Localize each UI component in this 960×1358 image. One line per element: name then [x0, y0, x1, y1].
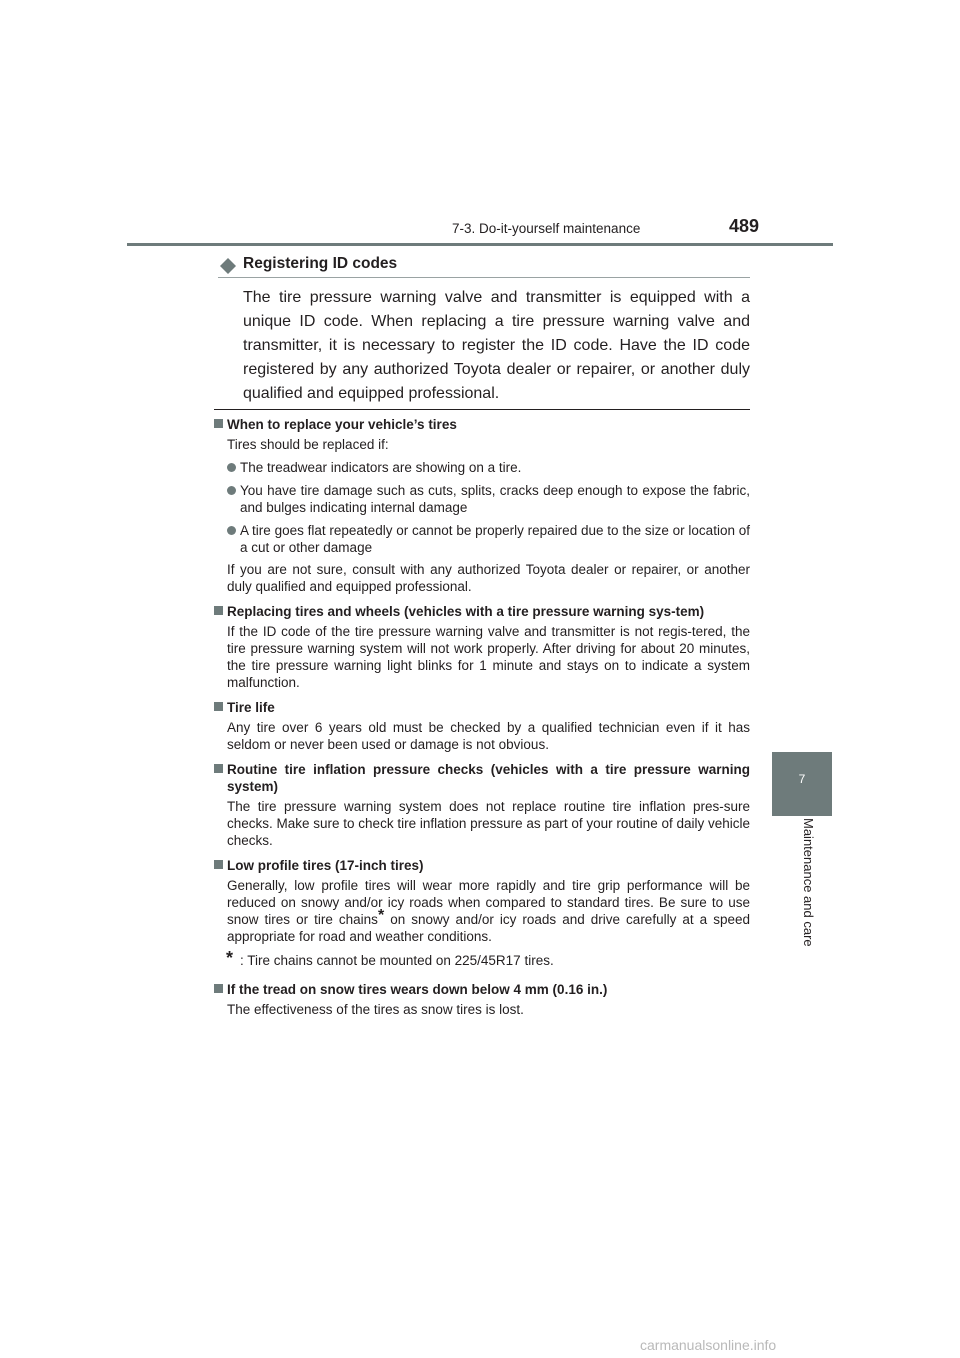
footnote: * : Tire chains cannot be mounted on 225/45R17 tires.	[226, 948, 554, 968]
footnote-mark: *	[226, 948, 234, 968]
circle-bullet-icon	[227, 526, 236, 535]
paragraph: Any tire over 6 years old must be checked by a qualified technician even if it has seldom or never been used or damage is not obvious.	[227, 720, 750, 752]
section-title: Tire life	[214, 699, 750, 716]
sub-section-rule	[218, 277, 750, 278]
section-title: Low profile tires (17-inch tires)	[214, 857, 750, 874]
watermark: carmanualsonline.info	[640, 1337, 777, 1353]
square-bullet-icon	[214, 764, 223, 773]
paragraph: Generally, low profile tires will wear more rapidly and tire grip performance will be reduced on snowy and/or icy roads when compared to standard tires. Be sure to use snow tires or tire chains* on snowy and/or icy roads and drive carefully at a speed appropriate for road and weather conditions.	[227, 878, 750, 944]
paragraph: Tires should be replaced if:	[227, 437, 389, 452]
header-section: 7-3. Do-it-yourself maintenance	[452, 221, 641, 236]
footnote-asterisk: *	[377, 907, 385, 924]
square-bullet-icon	[214, 419, 223, 428]
section-title: If the tread on snow tires wears down below 4 mm (0.16 in.)	[214, 981, 750, 998]
paragraph: The tire pressure warning system does not replace routine tire inflation pres-sure checks. Make sure to check tire inflation pressure as part of your routine of daily vehicle checks.	[227, 799, 750, 848]
chapter-tab[interactable]	[772, 752, 832, 816]
square-bullet-icon	[214, 702, 223, 711]
list-item: A tire goes flat repeatedly or cannot be properly repaired due to the size or location of a cut or other damage	[214, 522, 750, 556]
square-bullet-icon	[214, 606, 223, 615]
chapter-number: 7	[798, 772, 806, 786]
paragraph: The effectiveness of the tires as snow tires is lost.	[227, 1002, 524, 1017]
paragraph: If the ID code of the tire pressure warning valve and transmitter is not regis-tered, the tire pressure warning system will not work properly. After driving for about 20 minutes, the tire pressure warning light blinks for 1 minute and stays on to indicate a system malfunction.	[227, 624, 750, 690]
section-title: When to replace your vehicle’s tires	[214, 416, 750, 433]
circle-bullet-icon	[227, 463, 236, 472]
header-rule	[127, 243, 833, 246]
sub-section-text: The tire pressure warning valve and transmitter is equipped with a unique ID code. When replacing a tire pressure warning valve and transmitter, it is necessary to register the ID code. Have the ID code registered by any authorized Toyota dealer or repairer, or another duly qualified and equipped professional.	[243, 289, 750, 402]
circle-bullet-icon	[227, 486, 236, 495]
page-number: 489	[729, 216, 760, 236]
sub-section-title: Registering ID codes	[243, 255, 398, 272]
section-title: Replacing tires and wheels (vehicles with a tire pressure warning sys-tem)	[214, 603, 750, 620]
chapter-label: Maintenance and care	[801, 818, 816, 947]
section-rule	[214, 409, 750, 410]
diamond-icon	[218, 256, 238, 276]
main-content	[214, 416, 750, 1018]
list-item: You have tire damage such as cuts, splits, cracks deep enough to expose the fabric, and bulges indicating internal damage	[214, 482, 750, 516]
square-bullet-icon	[214, 984, 223, 993]
square-bullet-icon	[214, 860, 223, 869]
list-item: The treadwear indicators are showing on a tire.	[214, 459, 750, 476]
paragraph: If you are not sure, consult with any authorized Toyota dealer or repairer, or another duly qualified and equipped professional.	[227, 562, 750, 594]
section-title: Routine tire inflation pressure checks (vehicles with a tire pressure warning system)	[214, 761, 750, 795]
